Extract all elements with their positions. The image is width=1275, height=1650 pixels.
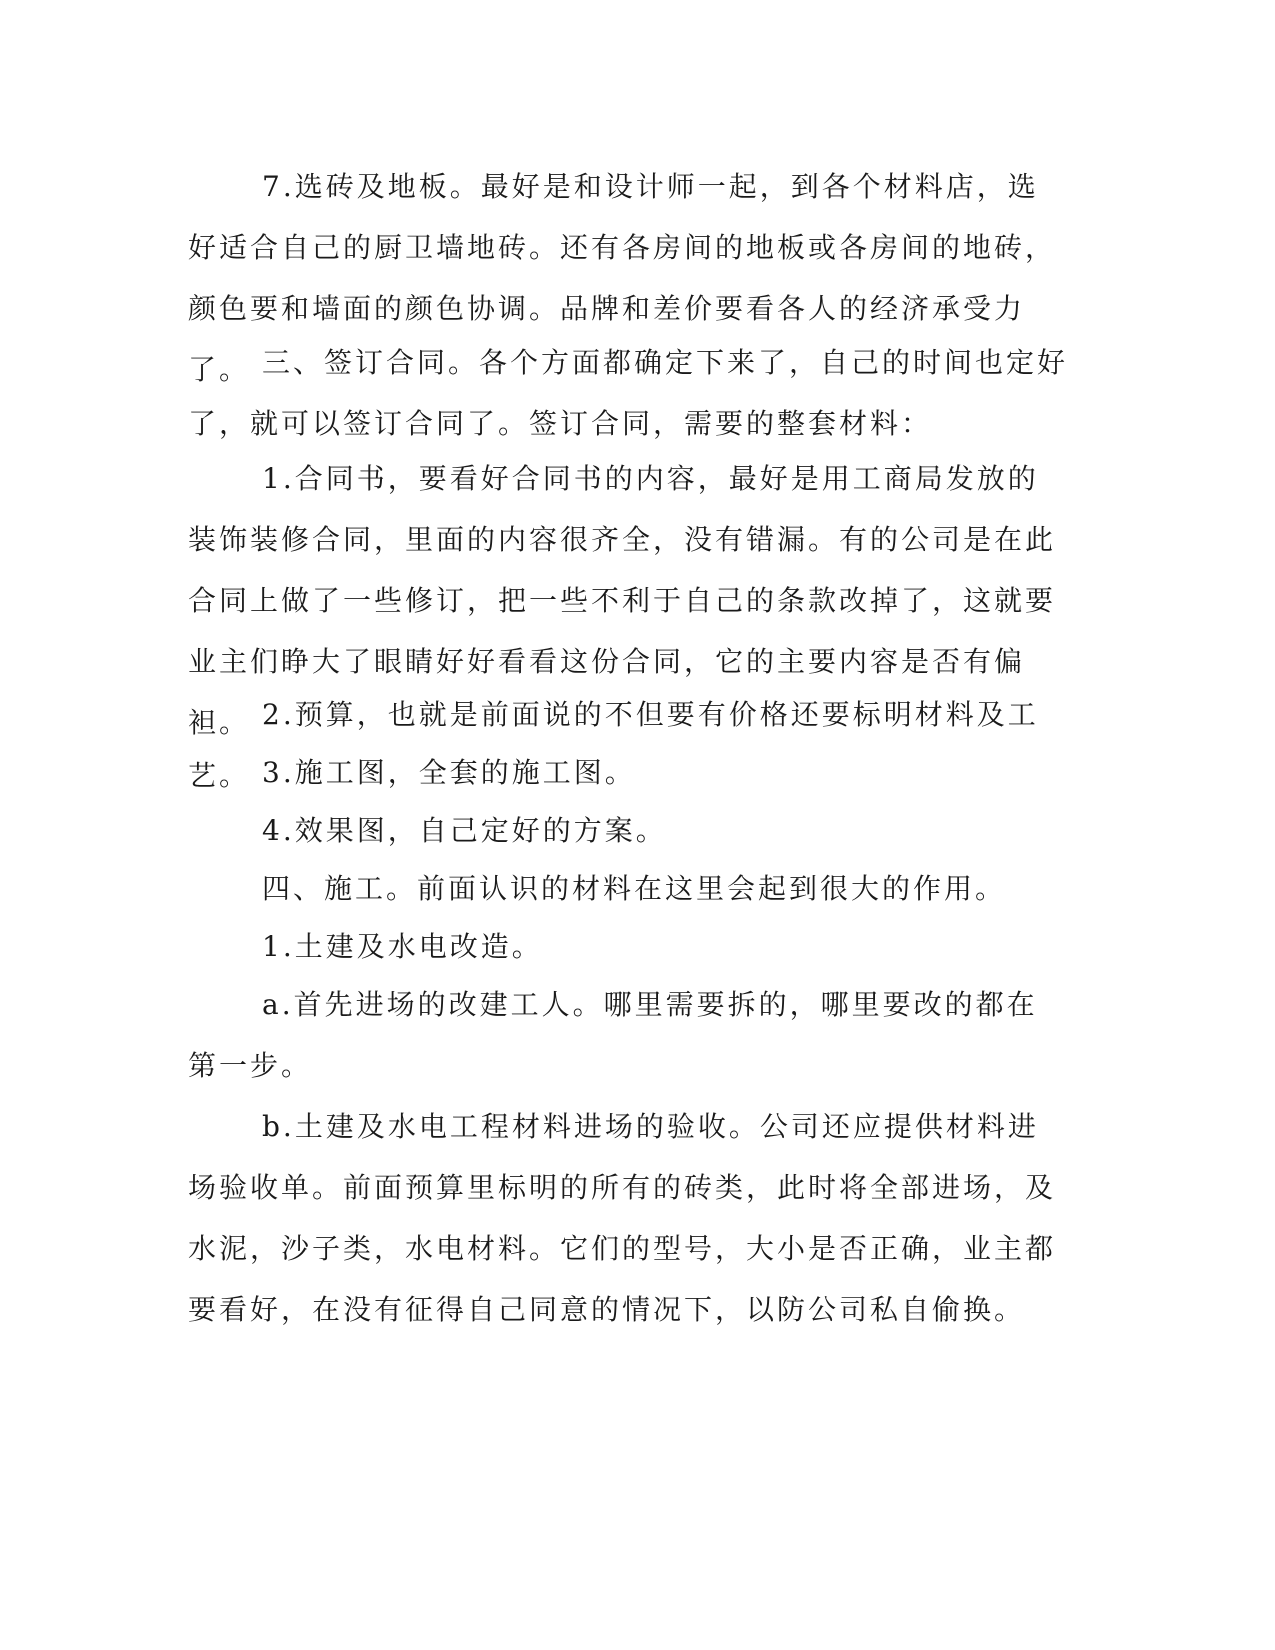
- paragraph-tiles-flooring: 7.选砖及地板。最好是和设计师一起，到各个材料店，选好适合自己的厨卫墙地砖。还有各房间的地板或各房间的地砖，颜色要和墙面的颜色协调。品牌和差价要看各人的经济承受力了。: [188, 170, 1057, 386]
- paragraph-contract-book: 1.合同书，要看好合同书的内容，最好是用工商局发放的装饰装修合同，里面的内容很齐全，没有错漏。有的公司是在此合同上做了一些修订，把一些不利于自己的条款改掉了，这就要业主们睁大了眼睛好好看看这份合同，它的主要内容是否有偏袒。: [188, 462, 1057, 739]
- paragraph-renderings: 4.效果图，自己定好的方案。: [262, 814, 667, 847]
- paragraph-renovation-workers: a.首先进场的改建工人。哪里需要拆的，哪里要改的都在第一步。: [188, 988, 1038, 1082]
- paragraph-civil-and-utilities: 1.土建及水电改造。: [262, 930, 543, 963]
- paragraph-budget: 2.预算，也就是前面说的不但要有价格还要标明材料及工艺。: [188, 698, 1039, 792]
- paragraph-material-inspection: b.土建及水电工程材料进场的验收。公司还应提供材料进场验收单。前面预算里标明的所有的砖类，此时将全部进场，及水泥，沙子类，水电材料。它们的型号，大小是否正确，业主都要看好，在没有征得自己同意的情况下，以防公司私自偷换。: [188, 1110, 1057, 1326]
- paragraph-sign-contract: 三、签订合同。各个方面都确定下来了，自己的时间也定好了，就可以签订合同了。签订合同，需要的整套材料：: [188, 346, 1069, 440]
- paragraph-construction: 四、施工。前面认识的材料在这里会起到很大的作用。: [262, 872, 1007, 905]
- paragraph-construction-drawings: 3.施工图，全套的施工图。: [262, 756, 636, 789]
